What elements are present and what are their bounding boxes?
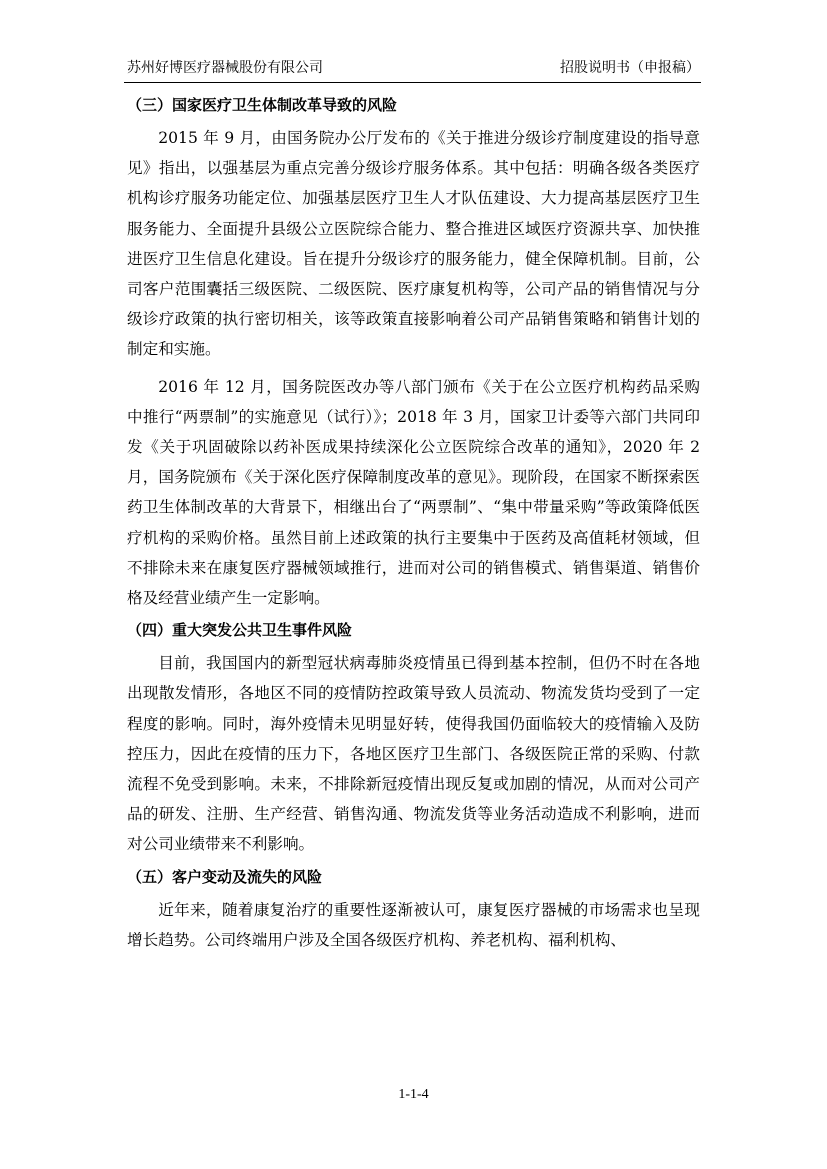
header-divider bbox=[124, 82, 701, 83]
section-heading-3: （三）国家医疗卫生体制改革导致的风险 bbox=[127, 96, 398, 114]
page-number: 1-1-4 bbox=[398, 1087, 429, 1102]
header-document-title: 招股说明书（申报稿） bbox=[560, 60, 700, 76]
section-5-paragraph-1: 近年来，随着康复治疗的重要性逐渐被认可，康复医疗器械的市场需求也呈现增长趋势。公司终端用户涉及全国各级医疗机构、养老机构、福利机构、 bbox=[127, 900, 700, 949]
section-heading-4: （四）重大突发公共卫生事件风险 bbox=[127, 621, 353, 640]
section-3-paragraph-1: 2015 年 9 月，由国务院办公厅发布的《关于推进分级诊疗制度建设的指导意见》指出，以强基层为重点完善分级诊疗服务体系。其中包括：明确各级各类医疗机构诊疗服务功能定位、加强基层医疗卫生人才队伍建设、大力提高基层医疗卫生服务能力、全面提升县级公立医院综合能力、整合推进区域医疗资源共享、加快推进医疗卫生信息化建设。旨在提升分级诊疗的服务能力，健全保障机制。目前，公司客户范围囊括三级医院、二级医院、医疗康复机构等，公司产品的销售情况与分级诊疗政策的执行密切相关，该等政策直接影响着公司产品销售策略和销售计划的制定和实施。 bbox=[127, 129, 700, 359]
page-header bbox=[127, 59, 700, 81]
section-3-paragraph-2: 2016 年 12 月，国务院医改办等八部门颁布《关于在公立医疗机构药品采购中推行“两票制”的实施意见（试行）》；2018 年 3 月，国家卫计委等六部门共同印发《关于巩固破除以药补医成果持续深化公立医院综合改革的通知》，2020 年 2 月，国务院颁布《关于深化医疗保障制度改革的意见》。现阶段，在国家不断探索医药卫生体制改革的大背景下，相继出台了“两票制”、“集中带量采购”等政策降低医疗机构的采购价格。虽然目前上述政策的执行主要集中于医药及高值耗材领域，但不排除未来在康复医疗器械领域推行，进而对公司的销售模式、销售渠道、销售价格及经营业绩产生一定影响。 bbox=[127, 377, 700, 608]
document-body bbox=[127, 95, 700, 962]
section-4-paragraph-1: 目前，我国国内的新型冠状病毒肺炎疫情虽已得到基本控制，但仍不时在各地出现散发情形，各地区不同的疫情防控政策导致人员流动、物流发货均受到了一定程度的影响。同时，海外疫情未见明显好转，使得我国仍面临较大的疫情输入及防控压力，因此在疫情的压力下，各地区医疗卫生部门、各级医院正常的采购、付款流程不免受到影响。未来，不排除新冠疫情出现反复或加剧的情况，从而对公司产品的研发、注册、生产经营、销售沟通、物流发货等业务活动造成不利影响，进而对公司业绩带来不利影响。 bbox=[127, 654, 700, 854]
section-heading-5: （五）客户变动及流失的风险 bbox=[127, 867, 323, 886]
header-company-name: 苏州好博医疗器械股份有限公司 bbox=[127, 60, 323, 76]
